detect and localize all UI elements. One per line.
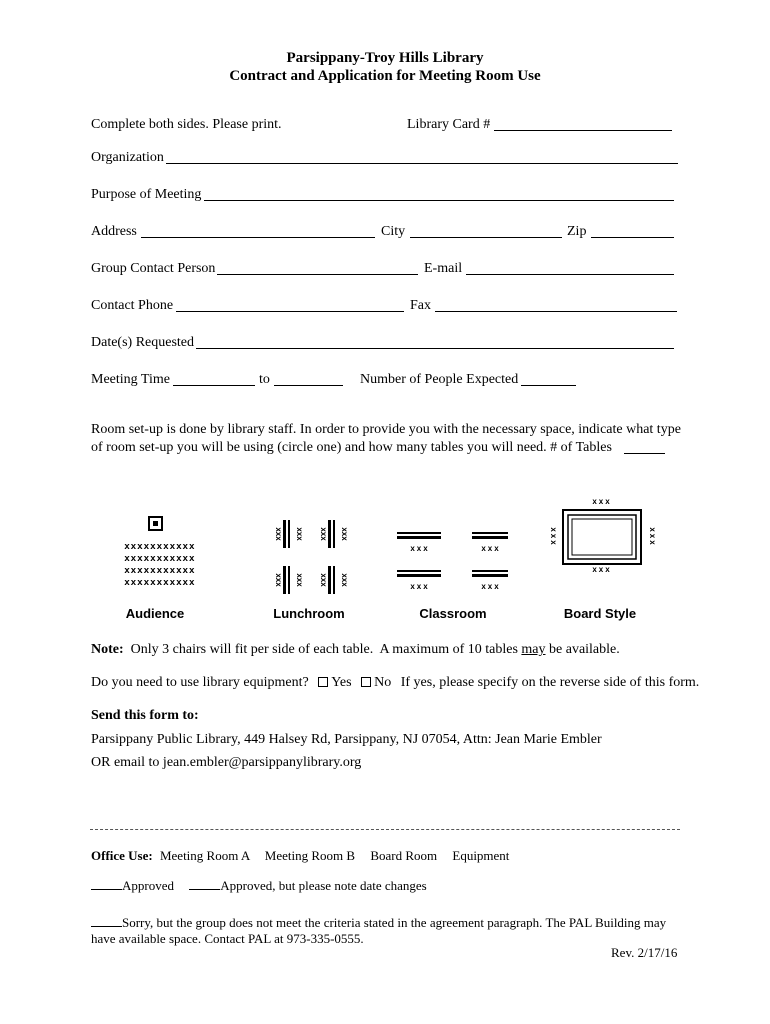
classroom-diagram[interactable] xyxy=(397,532,508,591)
meeting-time-end-field[interactable] xyxy=(274,385,343,386)
group-contact-field[interactable] xyxy=(217,274,418,275)
address-field[interactable] xyxy=(141,237,375,238)
chairs: xxx xyxy=(648,527,657,547)
equipment-question: Do you need to use library equipment? xyxy=(91,675,309,690)
audience-label[interactable]: Audience xyxy=(125,606,185,621)
sorry-text-2: have available space. Contact PAL at 973-335-0555. xyxy=(91,931,364,946)
chairs: xxx xyxy=(340,527,349,541)
class-table xyxy=(472,570,508,572)
office-room-b[interactable]: Meeting Room B xyxy=(264,848,356,863)
zip-field[interactable] xyxy=(591,237,674,238)
note-label: Note: xyxy=(91,642,124,657)
setup-text-line2: of room set-up you will be using (circle one) and how many tables you will need. # of Tables xyxy=(91,440,612,455)
equipment-followup: If yes, please specify on the reverse side of this form. xyxy=(400,675,700,690)
class-table xyxy=(397,570,441,572)
audience-chairs-row: xxxxxxxxxxx xyxy=(124,577,196,588)
chairs: xxx xyxy=(592,565,612,574)
send-email: OR email to jean.embler@parsippanylibrary.org xyxy=(91,755,362,770)
group-contact-label: Group Contact Person xyxy=(91,261,216,276)
instructions-text: Complete both sides. Please print. xyxy=(91,117,282,132)
library-card-label: Library Card # xyxy=(407,117,491,132)
form-subtitle: Contract and Application for Meeting Room Use xyxy=(229,68,541,84)
send-address: Parsippany Public Library, 449 Halsey Rd, Parsippany, NJ 07054, Attn: Jean Marie Embler xyxy=(91,732,602,747)
audience-chairs-row: xxxxxxxxxxx xyxy=(124,553,196,564)
office-use-row xyxy=(91,848,509,864)
purpose-field[interactable] xyxy=(204,200,674,201)
chairs: xxx xyxy=(410,544,430,553)
zip-label: Zip xyxy=(567,224,587,239)
dates-label: Date(s) Requested xyxy=(91,335,195,350)
dates-field[interactable] xyxy=(196,348,674,349)
approved-label: Approved xyxy=(122,878,174,893)
form-title: Parsippany-Troy Hills Library xyxy=(286,50,484,66)
audience-chairs-row: xxxxxxxxxxx xyxy=(124,541,196,552)
people-label: Number of People Expected xyxy=(360,372,519,387)
lunchroom-label[interactable]: Lunchroom xyxy=(273,606,345,621)
office-room-a[interactable]: Meeting Room A xyxy=(159,848,250,863)
chairs: xxx xyxy=(481,544,501,553)
chairs: xxx xyxy=(592,497,612,506)
lunchroom-diagram[interactable] xyxy=(274,520,349,594)
organization-field[interactable] xyxy=(166,163,678,164)
city-label: City xyxy=(381,224,406,239)
chairs: xxx xyxy=(274,527,283,541)
contact-phone-field[interactable] xyxy=(176,311,404,312)
approved-note-label: Approved, but please note date changes xyxy=(220,878,427,893)
class-table xyxy=(397,532,441,534)
tables-count-field[interactable] xyxy=(624,453,665,454)
chairs: xxx xyxy=(549,527,558,547)
sorry-blank[interactable] xyxy=(91,915,122,927)
yes-label: Yes xyxy=(331,675,352,690)
organization-label: Organization xyxy=(91,150,164,165)
chairs: xxx xyxy=(274,573,283,587)
classroom-label[interactable]: Classroom xyxy=(419,606,487,621)
people-field[interactable] xyxy=(521,385,576,386)
yes-checkbox[interactable] xyxy=(318,677,328,687)
purpose-label: Purpose of Meeting xyxy=(91,187,202,202)
class-table xyxy=(472,532,508,534)
contact-phone-label: Contact Phone xyxy=(91,298,174,313)
chairs: xxx xyxy=(295,573,304,587)
meeting-time-start-field[interactable] xyxy=(173,385,255,386)
office-board-room[interactable]: Board Room xyxy=(370,848,438,863)
approved-note-blank[interactable] xyxy=(189,878,220,890)
board-table xyxy=(563,510,641,564)
equipment-row xyxy=(91,675,699,691)
note-may: may xyxy=(521,642,546,657)
office-use-label: Office Use: xyxy=(91,848,153,863)
chairs: xxx xyxy=(319,573,328,587)
note-body-a: Only 3 chairs will fit per side of each table. A maximum of 10 tables xyxy=(123,642,522,657)
audience-diagram[interactable] xyxy=(124,517,195,588)
meeting-time-label: Meeting Time xyxy=(91,372,170,387)
chairs: xxx xyxy=(295,527,304,541)
setup-text-line1: Room set-up is done by library staff. In order to provide you with the necessary space, indicate what type xyxy=(91,422,681,437)
no-label: No xyxy=(374,675,392,690)
office-equipment[interactable]: Equipment xyxy=(452,848,510,863)
address-label: Address xyxy=(91,224,137,239)
board-diagram[interactable] xyxy=(549,497,657,574)
fax-field[interactable] xyxy=(435,311,677,312)
sorry-text-1: Sorry, but the group does not meet the criteria stated in the agreement paragraph. The PAL Building may xyxy=(122,915,667,930)
chairs: xxx xyxy=(481,582,501,591)
no-checkbox[interactable] xyxy=(361,677,371,687)
board-style-label[interactable]: Board Style xyxy=(563,606,637,621)
approved-blank[interactable] xyxy=(91,878,122,890)
note-text xyxy=(91,642,620,658)
divider xyxy=(90,829,680,830)
note-body-b: be available. xyxy=(545,642,620,657)
email-label: E-mail xyxy=(424,261,463,276)
chairs: xxx xyxy=(319,527,328,541)
send-heading: Send this form to: xyxy=(91,708,199,723)
chairs: xxx xyxy=(340,573,349,587)
approval-row xyxy=(91,878,427,894)
email-field[interactable] xyxy=(466,274,674,275)
audience-chairs-row: xxxxxxxxxxx xyxy=(124,565,196,576)
city-field[interactable] xyxy=(410,237,562,238)
revision-text: Rev. 2/17/16 xyxy=(611,945,678,960)
sorry-row xyxy=(91,915,666,931)
library-card-field[interactable] xyxy=(494,130,672,131)
chairs: xxx xyxy=(410,582,430,591)
to-label: to xyxy=(259,372,270,387)
fax-label: Fax xyxy=(410,298,431,313)
